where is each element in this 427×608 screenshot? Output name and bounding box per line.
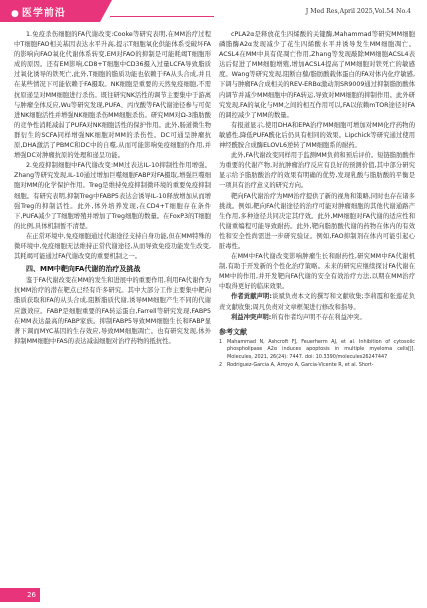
paragraph: 有报道显示,使用DHA和EPA治疗MM细胞可增加对MM化疗药物的敏感性,降低PUFA酰化后仍具有相同的效果。Lipchick等研究通过使用神经酰胺合成酶ELOVL6逆转了MM细胞系的耐药。: [219, 121, 415, 150]
reference-text: Mahammad N, Ashcroft FJ, Feuerherm AJ, et al. Inhibition of cytosolic phospholipase A2α induces apoptosis in multiple myeloma cells[J]. Molecules, 2021, 26(24): 7447. doi: 10.3390/molecules26247447: [227, 338, 415, 360]
contributions-label: 作者贡献声明:: [231, 293, 272, 301]
reference-text: Rodriguez-Garcia A, Arroyo A, Garcia-Vicente R, et al. Short-: [227, 362, 374, 369]
paragraph: 在MM中FA代谢改变影响肿瘤生长和耐药性,研究MM中FA代谢机制,有助于开发新的个性化治疗策略。未来的研究应继续探讨FA代谢在MM中的作用,并开发靶向FA代谢的安全有效治疗方法,以期在MM治疗中取得更好的临床效果。: [219, 253, 415, 291]
paragraph: 鉴于FA代谢改变在MM的发生和进展中的重要作用,利用FA代谢作为抗MM治疗的潜在靶点已经有许多研究。其中大部分工作主要集中靶向脂质获取和FA的从头合成,阻断脂质代谢,诱导MM细胞产生不同的代谢应激效应。FABP是细胞重要的FA转运蛋白,Farrell等研究发现,FABP5在MM表达最高的FABP家族。抑制FABP5导致MM细胞生长和FABP显著下调而MYC基因的生存效应,导致MM细胞凋亡。也有研究发现,体外抑制MM细胞中FAS的表达减弱细胞对治疗药物的抵抗性。: [14, 277, 211, 345]
conflict-statement: [219, 313, 415, 323]
paragraph: 2.免疫抑制细胞中FA代谢改变:MM过表达IL-10抑制性作用增强。Zhang等研究发现,IL-10通过增加巨噬细胞FABP对FA摄取,增强巨噬细胞对MM的化学保护作用。Treg是维持免疫抑制微环境的重要免疫抑制细胞。有研究表明,抑制Treg中FABP5表达会诱导IL-10释放增加从而增强Treg的抑制活性。此外,体外培养发现,在CD4+T细胞存在条件下,PUFA减少了T细胞增殖并增加了Treg细胞的数量。在FoxP3的T细胞的比例,具体机制暂不清楚。: [14, 162, 211, 230]
section-heading: 四、MM中靶向FA代谢的治疗及挑战: [26, 265, 141, 274]
conflict-text: 所有作者均声明不存在利益冲突。: [271, 313, 366, 321]
section-title-text: 医学前沿: [21, 8, 66, 19]
author-contributions: [219, 292, 415, 312]
header-accent-line: [110, 16, 214, 17]
paragraph: 此外,FA代谢改变同样用于监测MM负荷和预后评价。短链脂肪酸作为重要的代谢产物,对抗肿瘤治疗反应有良好的预测价值,其中部分研究显示给予脂肪酸治疗的效果有明确的优势,发现乳酸与脂肪酸的平衡是一项具有治疗意义的研究方向。: [219, 152, 415, 190]
page-number: 26: [0, 588, 40, 602]
references-title: 参考文献: [219, 327, 247, 336]
contributions-text: 谈斌负责本文的撰写和文献收集;李莉霞和张莲花负责文献收集;周凡负责对文章框架进行修改和指导。: [219, 293, 415, 311]
section-header-band: [0, 0, 214, 22]
section-bullet-icon: ●: [11, 9, 20, 19]
reference-item: [219, 339, 415, 361]
paragraph: 在正常环境中,免疫细胞通过代谢途径支持自身功能,但在MM特殊的微环境中,免疫细胞无法维持正常代谢途径,从而导致免疫功能发生改变,其耗竭可能通过FA代谢改变的重要机制之一。: [14, 232, 211, 261]
header-accent-cut: [100, 0, 112, 22]
reference-item: [219, 362, 415, 369]
paragraph: 靶向FA代谢治疗为MM治疗提供了新的视角和策略,同时也存在诸多挑战。例如,靶向FA代谢途径的治疗可能对肿瘤细胞的其他代谢通路产生作用,多种途径共同决定其疗效。此外,MM细胞对FA代谢的适应性和代谢重编程可能导致耐药。此外,靶向脂肪酸代谢的药物在体内的有效性和安全性尚需进一步研究验证。例如,FAO抑制剂在体内可能引起心脏毒性。: [219, 192, 415, 250]
right-column: [219, 30, 415, 370]
journal-citation: J Med Res,April 2025,Vol.54 No.4: [305, 8, 411, 15]
paragraph: 1.免疫杀伤细胞的FA代谢改变:Cooke等研究表明,在MM治疗过程中T细胞FAO相关基因表达水平升高,提示T细胞氧化供能体系受破坏FA的影响向FAO氧化代谢体系转变,EM对FAO的抑制是可能耗竭T细胞形成的原因。还有EM影响,CD8+T细胞中CD36摄入过量LCFA导致脂质过氧化诱导的铁死亡,此外,T细胞的脂质功能也依赖于FA从头合成,并且在某些情况下可能依赖于FA摄取。NK细胞是重要的天然免疫细胞,不需抗原递呈对MM细胞进行杀伤。既往研究NK活性的调节主要集中于游离与肿瘤全体反应,Wu等研究发现,PUFA、丙戊酸等FA代谢途径参与可促进NK细胞活性并增强NK细胞杀伤MM细胞杀伤。研究MM对Ω-3脂肪酸的竞争性消耗减弱了PUFA对NK细胞活性的保护作用。此外,肠道微生物群衍生的SCFA同样增强NK细胞对MM的杀伤性。DC可通呈肿瘤抗原,DHA激活了PBMC和DC中的自噬,从而可能影响免疫细胞的作用,并增强DC对肿瘤抗原的处理和递呈功能。: [14, 31, 211, 160]
reference-number: 2: [219, 362, 223, 369]
conflict-label: 利益冲突声明:: [231, 313, 272, 321]
reference-number: 1: [219, 338, 223, 345]
paragraph: cPLA2α是释放花生四烯酸的关键酶,Mahammad等研究MM细胞磷脂酶A2α发现减少了花生四烯酸水平并诱导发生MM细胞凋亡。ACSL4在MM中具有促凋亡作用,Zhang等发现敲除MM细胞ACSL4表达后促进了MM细胞增殖,增加ACSL4提高了MM细胞对铁死亡的敏感度。Wang等研究发现,阻断白藜/脂肪酸载体蛋白的FA对体内化疗敏感,下调与肿瘤FA合成相关的REV-ERBα激动剂SR9009通过抑制脂肪酸体内调节并减少MM细胞中的FA转运,导致对MM细胞的抑制作用。此外研究发现,FA的氧化与MM之间的相互作用可以,FA以依赖mTOR途径对FA的调控减少了MM的数量。: [219, 31, 415, 119]
section-title: [11, 4, 66, 19]
left-column: [14, 30, 211, 347]
